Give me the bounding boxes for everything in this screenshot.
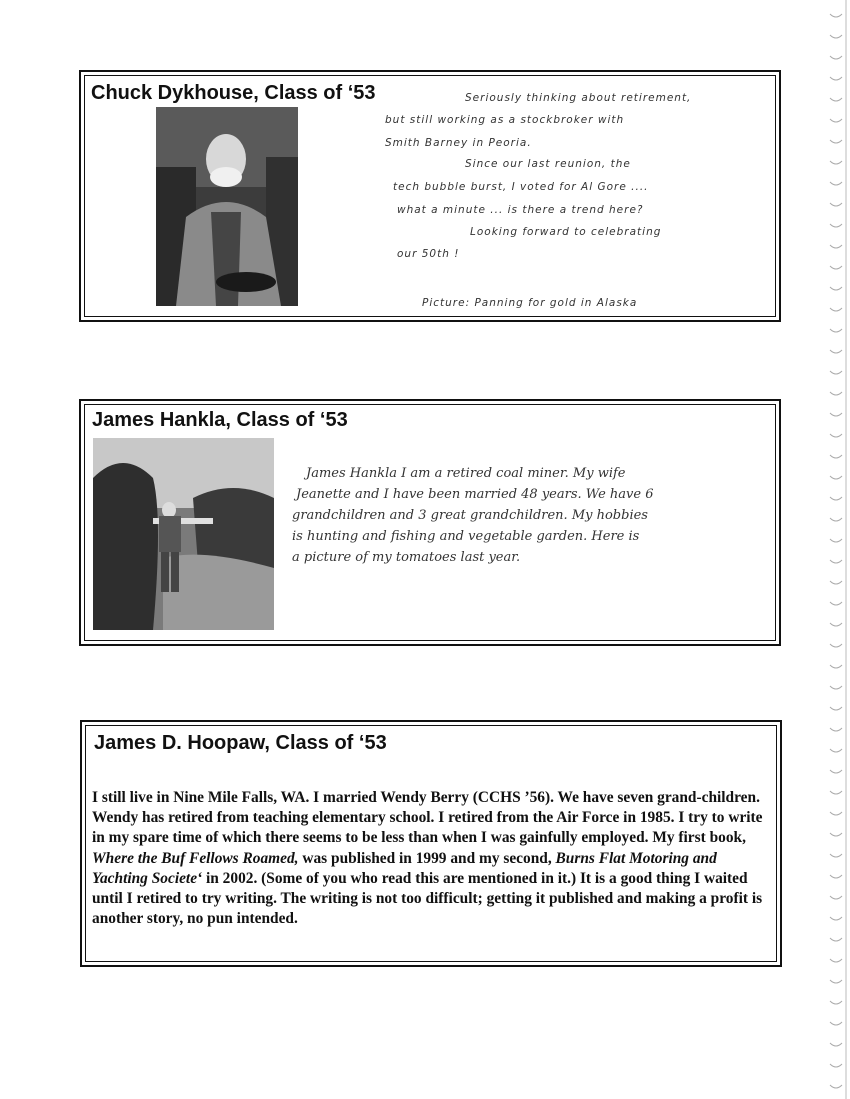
note-line: our 50th ! (397, 248, 460, 260)
photo-caption: Picture: Panning for gold in Alaska (422, 297, 638, 309)
binder-hole-mark (830, 287, 842, 290)
binder-hole-mark (830, 161, 842, 164)
binder-hole-mark (830, 14, 842, 17)
note-line: Seriously thinking about retirement, (465, 92, 692, 104)
binder-hole-mark (830, 1064, 842, 1067)
entry-body-hoopaw (92, 788, 772, 929)
binder-hole-mark (830, 140, 842, 143)
binder-hole-mark (830, 707, 842, 710)
note-line: Since our last reunion, the (465, 158, 631, 170)
note-line: tech bubble burst, I voted for Al Gore .... (393, 181, 649, 193)
entry-name-hoopaw: James D. Hoopaw, Class of ‘53 (94, 732, 387, 754)
binder-hole-mark (830, 665, 842, 668)
book-title: Burns Flat Motoring and Yachting Societe‘ (92, 849, 717, 887)
note-line: Smith Barney in Peoria. (385, 137, 532, 149)
binder-hole-mark (830, 224, 842, 227)
binder-edge (822, 0, 850, 1099)
note-line: a picture of my tomatoes last year. (292, 550, 521, 565)
binder-hole-mark (830, 266, 842, 269)
binder-hole-mark (830, 413, 842, 416)
binder-hole-mark (830, 56, 842, 59)
binder-hole-mark (830, 875, 842, 878)
binder-hole-mark (830, 434, 842, 437)
note-line: Jeanette and I have been married 48 years. We have 6 (296, 487, 654, 502)
binder-hole-mark (830, 812, 842, 815)
photo-dykhouse (156, 107, 298, 306)
binder-hole-mark (830, 728, 842, 731)
binder-hole-mark (830, 371, 842, 374)
binder-hole-mark (830, 245, 842, 248)
binder-hole-mark (830, 1043, 842, 1046)
body-text: I still live in Nine Mile Falls, WA. I married Wendy Berry (CCHS ’56). We have seven grand-children. Wendy has retired from teaching elementary school. I retired from the Air Force in 1985. I try to write in my spare time of which there seems to be less than when I was gainfully employed. My first book, (92, 789, 763, 847)
body-text: in 2002. (Some of you who read this are mentioned in it.) It is a good thing I waited until I retired to try writing. The writing is not too difficult; getting it published and making a profit is another story, no pun intended. (92, 869, 763, 928)
binder-hole-mark (830, 770, 842, 773)
binder-hole-mark (830, 476, 842, 479)
entry-name-dykhouse: Chuck Dykhouse, Class of ‘53 (91, 82, 376, 104)
note-line: but still working as a stockbroker with (385, 114, 625, 126)
binder-hole-mark (830, 644, 842, 647)
binder-hole-mark (830, 833, 842, 836)
binder-hole-mark (830, 77, 842, 80)
binder-hole-mark (830, 917, 842, 920)
binder-hole-mark (830, 308, 842, 311)
binder-hole-mark (830, 119, 842, 122)
binder-hole-mark (830, 329, 842, 332)
binder-hole-mark (830, 539, 842, 542)
binder-hole-mark (830, 959, 842, 962)
binder-hole-mark (830, 1022, 842, 1025)
binder-hole-mark (830, 854, 842, 857)
book-title: Where the Buf Fellows Roamed, (92, 849, 299, 867)
binder-hole-mark (830, 350, 842, 353)
binder-hole-mark (830, 623, 842, 626)
binder-hole-mark (830, 1085, 842, 1088)
binder-hole-mark (830, 686, 842, 689)
note-line: Looking forward to celebrating (470, 226, 662, 238)
binder-hole-mark (830, 182, 842, 185)
binder-hole-mark (830, 1001, 842, 1004)
binder-hole-mark (830, 560, 842, 563)
note-line: James Hankla I am a retired coal miner. My wife (306, 466, 626, 481)
note-line: what a minute ... is there a trend here? (397, 204, 644, 216)
binder-hole-mark (830, 497, 842, 500)
note-line: is hunting and fishing and vegetable garden. Here is (292, 529, 640, 544)
body-text: was published in 1999 and my second, (298, 849, 556, 867)
note-line: grandchildren and 3 great grandchildren. My hobbies (292, 508, 648, 523)
binder-hole-mark (830, 980, 842, 983)
binder-hole-mark (830, 896, 842, 899)
binder-hole-mark (830, 602, 842, 605)
binder-hole-mark (830, 791, 842, 794)
binder-hole-mark (830, 98, 842, 101)
entry-name-hankla: James Hankla, Class of ‘53 (92, 409, 348, 431)
photo-hankla (93, 438, 274, 630)
binder-hole-mark (830, 938, 842, 941)
binder-hole-mark (830, 581, 842, 584)
binder-hole-mark (830, 35, 842, 38)
binder-hole-mark (830, 749, 842, 752)
binder-hole-mark (830, 455, 842, 458)
binder-hole-mark (830, 203, 842, 206)
binder-hole-mark (830, 392, 842, 395)
binder-hole-mark (830, 518, 842, 521)
